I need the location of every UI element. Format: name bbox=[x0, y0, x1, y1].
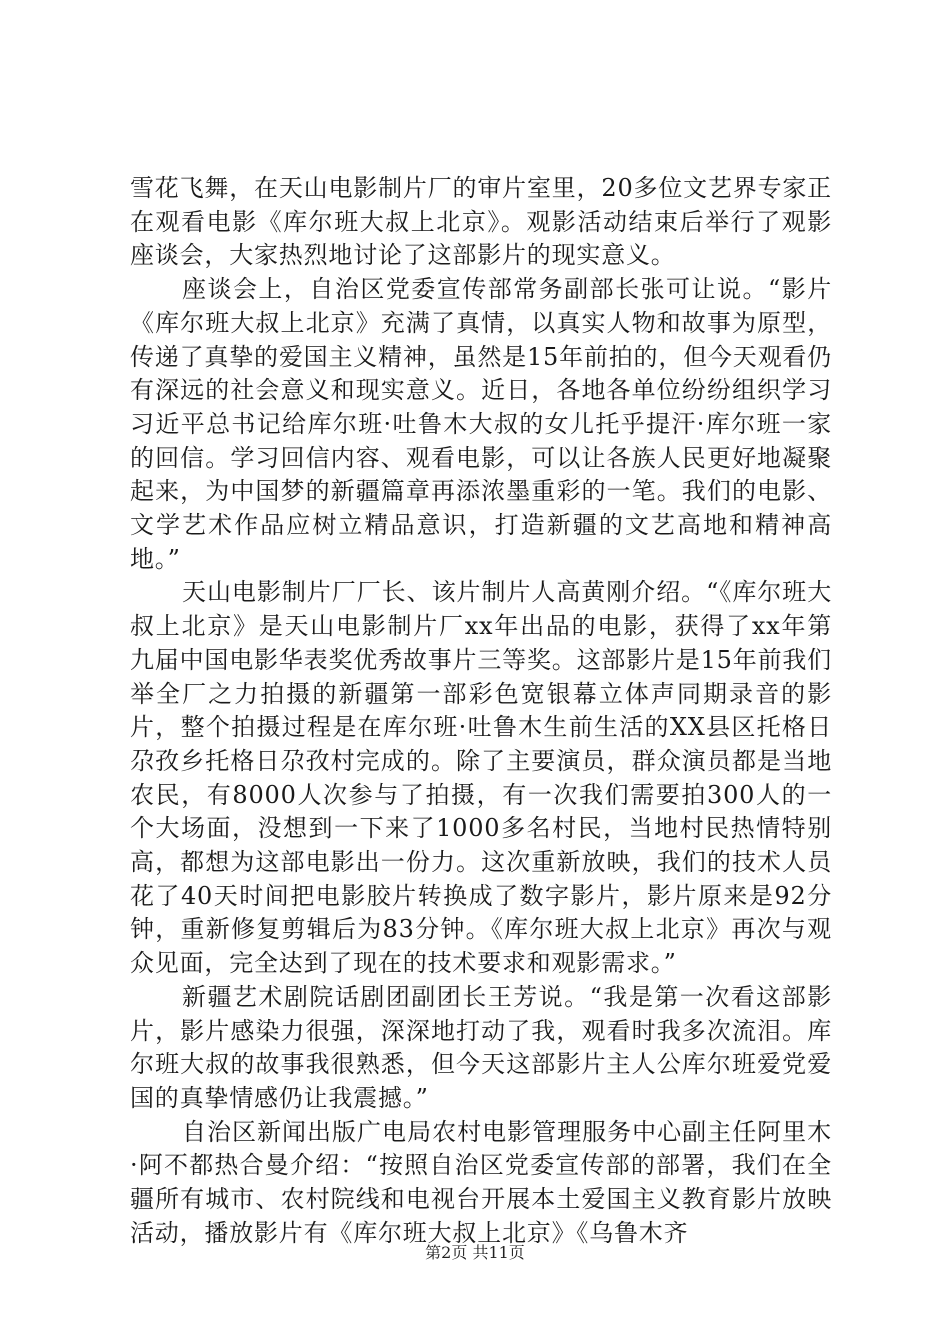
paragraph-gao-huanggang-quote: 天山电影制片厂厂长、该片制片人高黄刚介绍。“《库尔班大叔上北京》是天山电影制片厂xx年出品的电影，获得了xx年第九届中国电影华表奖优秀故事片三等奖。这部影片是15年前我们举全厂之力拍摄的新疆第一部彩色宽银幕立体声同期录音的影片，整个拍摄过程是在库尔班·吐鲁木生前生活的XX县区托格日尕孜乡托格日尕孜村完成的。除了主要演员，群众演员都是当地农民，有8000人次参与了拍摄，有一次我们需要拍300人的一个大场面，没想到一下来了1000多名村民，当地村民热情特别高，都想为这部电影出一份力。这次重新放映，我们的技术人员花了40天时间把电影胶片转换成了数字影片，影片原来是92分钟，重新修复剪辑后为83分钟。《库尔班大叔上北京》再次与观众见面，完全达到了现在的技术要求和观影需求。” bbox=[130, 578, 832, 978]
paragraph-zhang-keran-quote: 座谈会上，自治区党委宣传部常务副部长张可让说。“影片《库尔班大叔上北京》充满了真情，以真实人物和故事为原型，传递了真挚的爱国主义精神，虽然是15年前拍的，但今天观看仍有深远的社会意义和现实意义。近日，各地各单位纷纷组织学习习近平总书记给库尔班·吐鲁木大叔的女儿托乎提汗·库尔班一家的回信。学习回信内容、观看电影，可以让各族人民更好地凝聚起来，为中国梦的新疆篇章再添浓墨重彩的一笔。我们的电影、文学艺术作品应树立精品意识，打造新疆的文艺高地和精神高地。” bbox=[130, 275, 832, 573]
article-body bbox=[130, 172, 832, 1251]
paragraph-wang-fang-quote: 新疆艺术剧院话剧团副团长王芳说。“我是第一次看这部影片，影片感染力很强，深深地打动了我，观看时我多次流泪。库尔班大叔的故事我很熟悉，但今天这部影片主人公库尔班爱党爱国的真挚情感仍让我震撼。” bbox=[130, 982, 832, 1112]
paragraph-alimu-quote: 自治区新闻出版广电局农村电影管理服务中心副主任阿里木·阿不都热合曼介绍：“按照自治区党委宣传部的部署，我们在全疆所有城市、农村院线和电视台开展本土爱国主义教育影片放映活动，播放影片有《库尔班大叔上北京》《乌鲁木齐 bbox=[130, 1117, 832, 1247]
page-number-footer: 第2页 共11页 bbox=[425, 1243, 525, 1262]
paragraph-intro: 雪花飞舞，在天山电影制片厂的审片室里，20多位文艺界专家正在观看电影《库尔班大叔上北京》。观影活动结束后举行了观影座谈会，大家热烈地讨论了这部影片的现实意义。 bbox=[130, 174, 832, 270]
